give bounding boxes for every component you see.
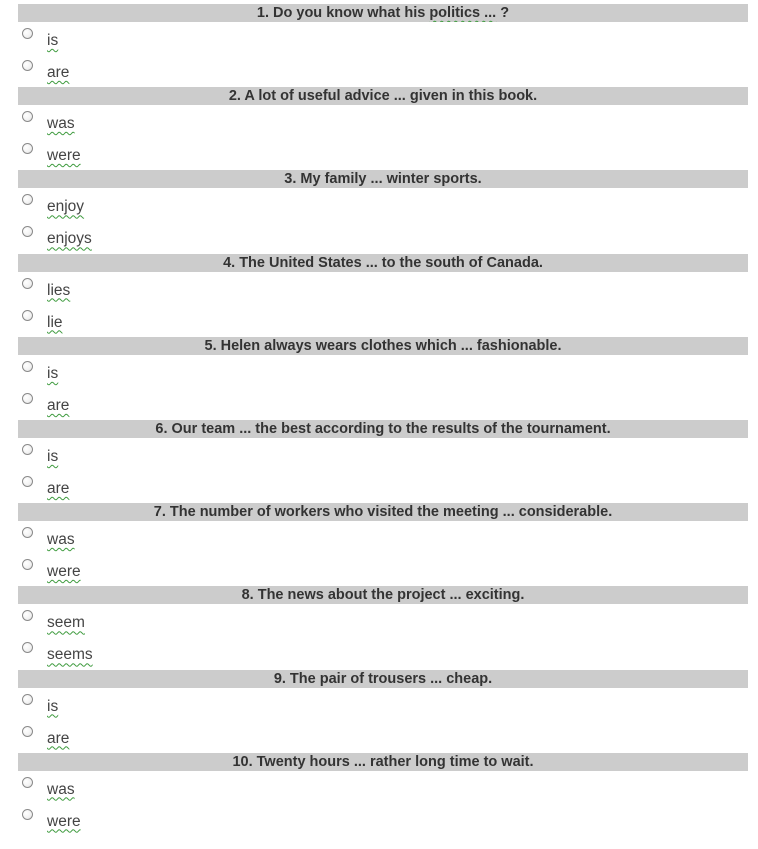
- option-radio[interactable]: [22, 111, 33, 122]
- option-label[interactable]: is: [47, 32, 59, 49]
- option-label[interactable]: were: [47, 812, 81, 830]
- option-row: [0, 391, 300, 421]
- question-8: [0, 586, 758, 669]
- option-row: [0, 692, 300, 722]
- question-text-part-underlined: politics ...: [429, 5, 497, 21]
- option-row: [0, 442, 300, 472]
- question-2: [0, 87, 758, 170]
- option-row: [0, 807, 300, 837]
- option-radio[interactable]: [22, 527, 33, 538]
- question-header: 3. My family ... winter sports.: [18, 170, 748, 188]
- option-radio[interactable]: [22, 361, 33, 372]
- option-label[interactable]: seems: [47, 646, 93, 664]
- quiz-form: [0, 4, 758, 836]
- option-row: [0, 525, 300, 555]
- question-3: [0, 170, 758, 253]
- option-row: [0, 474, 300, 504]
- question-header: [18, 4, 748, 22]
- option-label[interactable]: were: [47, 563, 81, 581]
- option-row: [0, 192, 300, 222]
- option-label[interactable]: are: [47, 479, 70, 497]
- option-radio[interactable]: [22, 610, 33, 621]
- question-7: [0, 503, 758, 586]
- option-row: [0, 640, 300, 670]
- option-label[interactable]: are: [47, 64, 70, 81]
- option-row: [0, 58, 300, 88]
- question-9: [0, 670, 758, 753]
- option-label[interactable]: lie: [47, 313, 63, 331]
- option-radio[interactable]: [22, 278, 33, 289]
- question-header: 8. The news about the project ... exciting.: [18, 586, 748, 604]
- option-radio[interactable]: [22, 642, 33, 653]
- option-row: [0, 724, 300, 754]
- option-row: [0, 775, 300, 805]
- question-header: 7. The number of workers who visited the meeting ... considerable.: [18, 503, 748, 521]
- option-label[interactable]: is: [47, 447, 59, 465]
- option-row: [0, 308, 300, 338]
- option-label[interactable]: enjoys: [47, 230, 92, 248]
- option-radio[interactable]: [22, 726, 33, 737]
- option-row: [0, 608, 300, 638]
- question-text-part: ?: [496, 5, 510, 21]
- question-header: 10. Twenty hours ... rather long time to wait.: [18, 753, 748, 771]
- question-1: [0, 4, 758, 87]
- question-header: 6. Our team ... the best according to the results of the tournament.: [18, 420, 748, 438]
- option-radio[interactable]: [22, 60, 33, 71]
- option-row: [0, 141, 300, 171]
- option-radio[interactable]: [22, 393, 33, 404]
- question-6: [0, 420, 758, 503]
- option-label[interactable]: was: [47, 780, 75, 798]
- option-label[interactable]: enjoy: [47, 198, 85, 216]
- option-row: [0, 276, 300, 306]
- option-label[interactable]: is: [47, 364, 59, 382]
- option-label[interactable]: are: [47, 729, 70, 747]
- option-radio[interactable]: [22, 694, 33, 705]
- option-radio[interactable]: [22, 28, 33, 39]
- question-5: [0, 337, 758, 420]
- option-label[interactable]: were: [47, 147, 81, 165]
- option-label[interactable]: was: [47, 115, 75, 133]
- question-4: [0, 254, 758, 337]
- option-radio[interactable]: [22, 143, 33, 154]
- option-row: [0, 359, 300, 389]
- option-label[interactable]: lies: [47, 281, 71, 299]
- option-label[interactable]: is: [47, 697, 59, 715]
- option-radio[interactable]: [22, 444, 33, 455]
- question-header: 5. Helen always wears clothes which ... fashionable.: [18, 337, 748, 355]
- option-radio[interactable]: [22, 559, 33, 570]
- option-label[interactable]: seem: [47, 614, 85, 632]
- question-10: [0, 753, 758, 836]
- option-label[interactable]: was: [47, 531, 75, 549]
- option-radio[interactable]: [22, 809, 33, 820]
- option-radio[interactable]: [22, 476, 33, 487]
- option-radio[interactable]: [22, 194, 33, 205]
- option-radio[interactable]: [22, 226, 33, 237]
- question-header: 4. The United States ... to the south of Canada.: [18, 254, 748, 272]
- question-text-part: 1. Do you know what his: [256, 5, 430, 21]
- question-header: 9. The pair of trousers ... cheap.: [18, 670, 748, 688]
- option-label[interactable]: are: [47, 396, 70, 414]
- option-radio[interactable]: [22, 777, 33, 788]
- option-row: [0, 224, 300, 254]
- question-header: 2. A lot of useful advice ... given in this book.: [18, 87, 748, 105]
- option-row: [0, 557, 300, 587]
- option-row: [0, 109, 300, 139]
- option-row: [0, 26, 300, 56]
- option-radio[interactable]: [22, 310, 33, 321]
